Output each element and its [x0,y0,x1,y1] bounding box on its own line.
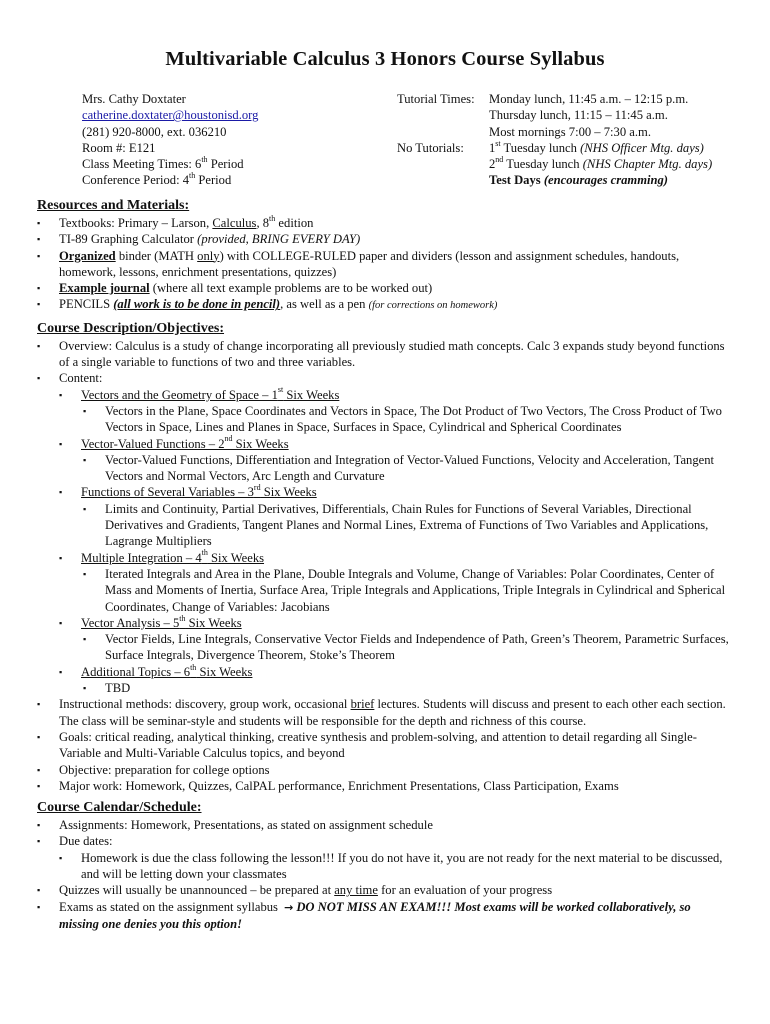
unit-item: ▪ Vector-Valued Functions – 2nd Six Weeks ▪ Vector-Valued Functions, Differentiation and Integration of Vector-Valued Functions, Velocity and Acceleration, Tangent Vectors and Normal Vectors, Arc Length and Curvature [59,436,732,485]
tutorial-info [397,91,747,189]
tutorial-times-label: Tutorial Times: [397,92,475,106]
tutorial-time: Most mornings 7:00 – 7:30 a.m. [489,124,651,139]
list-item: ▪ Exams as stated on the assignment syllabus → DO NOT MISS AN EXAM!!! Most exams will be worked collaboratively, so missing one denies you this option! [37,899,732,933]
list-item: ▪ Content: ▪ Vectors and the Geometry of Space – 1st Six Weeks ▪ Vectors in the Plane, Space Coordinates and Vectors in Space, The Dot Product of Two Vectors, The Cross Product of Two Vectors in Space, Lines and Planes in Space, Surfaces in Space, Cylindrical and Spherical Coordinates ▪ Vector-Valued Functions – 2nd Six Weeks ▪ Vector-Valued Functions, Differentiation and Integration of Vector-Valued Functions, Velocity and Acceleration, Tangent Vectors and Normal Vectors, Arc Length and Curvature ▪ Functions of Several Variables – 3rd Six Weeks ▪ Limits and Continuity, Partial Derivatives, Differentials, Chain Rules for Functions of Several Variables, Directional Derivatives and Gradients, Tangent Planes and Normal Lines, Extrema of Functions of Two Variables and Applications, Lagrange Multipliers ▪ Multiple Integration – 4th Six Weeks ▪ Iterated Integrals and Area in the Plane, Double Integrals and Volume, Change of Variables: Polar Coordinates, Center of Mass and Moments of Inertia, Surface Area, Triple Integrals and Applications, Triple Integrals in Cylindrical and Spherical Coordinates, Change of Variables: Jacobians ▪ Vector Analysis – 5th Six Weeks ▪ Vector Fields, Line Integrals, Conservative Vector Fields and Independence of Path, Green’s Theorem, Parametric Surfaces, Surface Integrals, Divergence Theorem, Stoke’s Theorem ▪ Additional Topics – 6th Six Weeks ▪ TBD [37,370,732,696]
no-tutorial-item: Test Days (encourages cramming) [489,173,669,188]
unit-topics: ▪ Vector-Valued Functions, Differentiation and Integration of Vector-Valued Functions, Velocity and Acceleration, Tangent Vectors and Normal Vectors, Arc Length and Curvature [81,452,732,485]
resources-section [37,197,732,315]
class-meeting-times: Class Meeting Times: 6th Period [82,155,244,172]
teacher-name: Mrs. Cathy Doxtater [82,92,186,106]
teacher-info [82,91,392,189]
unit-item: ▪ Multiple Integration – 4th Six Weeks ▪ Iterated Integrals and Area in the Plane, Double Integrals and Volume, Change of Variables: Polar Coordinates, Center of Mass and Moments of Inertia, Surface Area, Triple Integrals and Applications, Triple Integrals in Cylindrical and Spherical Coordinates, Change of Variables: Jacobians [59,550,732,615]
list-item: ▪ TI-89 Graphing Calculator (provided, BRING EVERY DAY) [37,231,732,247]
unit-topics: ▪ TBD [81,680,732,696]
tutorial-time: Thursday lunch, 11:15 – 11:45 a.m. [489,108,668,123]
unit-topics: ▪ Limits and Continuity, Partial Derivatives, Differentials, Chain Rules for Functions of Several Variables, Directional Derivatives and Gradients, Tangent Planes and Normal Lines, Extrema of Functions of Two Variables and Applications, Lagrange Multipliers [81,501,732,550]
list-item: ▪ Overview: Calculus is a study of change incorporating all previously studied math concepts. Calc 3 expands study beyond functions of a single variable to functions of two and three variables. [37,338,732,371]
list-item: ▪ Textbooks: Primary – Larson, Calculus, 8th edition [37,215,732,231]
section-heading: Course Calendar/Schedule: [37,800,202,816]
arrow-right-icon: → [284,900,294,914]
section-heading: Course Description/Objectives: [37,320,225,336]
list-item: ▪ Due dates: ▪ Homework is due the class following the lesson!!! If you do not have it, you are not ready for the next material to be discussed, and will be letting down your classmates [37,833,732,882]
list-item: ▪ Homework is due the class following the lesson!!! If you do not have it, you are not ready for the next material to be discussed, and will be letting down your classmates [59,850,732,883]
list-item: ▪ Instructional methods: discovery, group work, occasional brief lectures. Students will discuss and present to each other each section. The class will be seminar-style and students will be responsible for the depth and richness of this course. [37,696,732,729]
description-section [37,320,732,794]
section-heading: Resources and Materials: [37,198,190,213]
list-item: ▪ Quizzes will usually be unannounced – be prepared at any time for an evaluation of your progress [37,882,732,898]
list-item: ▪ Organized binder (MATH only) with COLLEGE-RULED paper and dividers (lesson and assignment schedules, handouts, homework, lessons, enrichment presentations, quizzes) [37,248,732,281]
no-tutorials-label: No Tutorials: [397,140,464,155]
list-item: ▪ Assignments: Homework, Presentations, as stated on assignment schedule [37,817,732,833]
list-item: ▪ Objective: preparation for college options [37,762,732,778]
calendar-section [37,799,732,932]
tutorial-time: Monday lunch, 11:45 a.m. – 12:15 p.m. [489,92,689,106]
teacher-phone: (281) 920-8000, ext. 036210 [82,124,227,139]
no-tutorial-item: 1st Tuesday lunch (NHS Officer Mtg. days) [489,138,704,155]
unit-topics: ▪ Iterated Integrals and Area in the Plane, Double Integrals and Volume, Change of Variables: Polar Coordinates, Center of Mass and Moments of Inertia, Surface Area, Triple Integrals and Applications, Triple Integrals in Cylindrical and Spherical Coordinates, Change of Variables: Jacobians [81,566,732,615]
unit-topics: ▪ Vector Fields, Line Integrals, Conservative Vector Fields and Independence of Path, Green’s Theorem, Parametric Surfaces, Surface Integrals, Divergence Theorem, Stoke’s Theorem [81,631,732,664]
unit-item: ▪ Vectors and the Geometry of Space – 1st Six Weeks ▪ Vectors in the Plane, Space Coordinates and Vectors in Space, The Dot Product of Two Vectors, The Cross Product of Two Vectors in Space, Lines and Planes in Space, Surfaces in Space, Cylindrical and Spherical Coordinates [59,387,732,436]
list-item: ▪ Example journal (where all text example problems are to be worked out) [37,280,732,296]
list-item: ▪ PENCILS (all work is to be done in pencil), as well as a pen (for corrections on homework) [37,296,732,314]
page-title: Multivariable Calculus 3 Honors Course Syllabus [165,48,605,70]
list-item: ▪ Goals: critical reading, analytical thinking, creative synthesis and problem-solving, and attention to detail regarding all Single-Variable and Multi-Variable Calculus topics, and beyond [37,729,732,762]
unit-topics: ▪ Vectors in the Plane, Space Coordinates and Vectors in Space, The Dot Product of Two Vectors, The Cross Product of Two Vectors in Space, Lines and Planes in Space, Surfaces in Space, Cylindrical and Spherical Coordinates [81,403,732,436]
unit-item: ▪ Additional Topics – 6th Six Weeks ▪ TBD [59,664,732,697]
conference-period: Conference Period: 4th Period [82,171,232,188]
no-tutorial-item: 2nd Tuesday lunch (NHS Chapter Mtg. days) [489,155,713,172]
unit-item: ▪ Vector Analysis – 5th Six Weeks ▪ Vector Fields, Line Integrals, Conservative Vector Fields and Independence of Path, Green’s Theorem, Parametric Surfaces, Surface Integrals, Divergence Theorem, Stoke’s Theorem [59,615,732,664]
list-item: ▪ Major work: Homework, Quizzes, CalPAL performance, Enrichment Presentations, Class Participation, Exams [37,778,732,794]
unit-item: ▪ Functions of Several Variables – 3rd Six Weeks ▪ Limits and Continuity, Partial Derivatives, Differentials, Chain Rules for Functions of Several Variables, Directional Derivatives and Gradients, Tangent Planes and Normal Lines, Extrema of Functions of Two Variables and Applications, Lagrange Multipliers [59,484,732,549]
teacher-email-link[interactable]: catherine.doxtater@houstonisd.org [82,108,259,123]
room-number: Room #: E121 [82,140,156,155]
